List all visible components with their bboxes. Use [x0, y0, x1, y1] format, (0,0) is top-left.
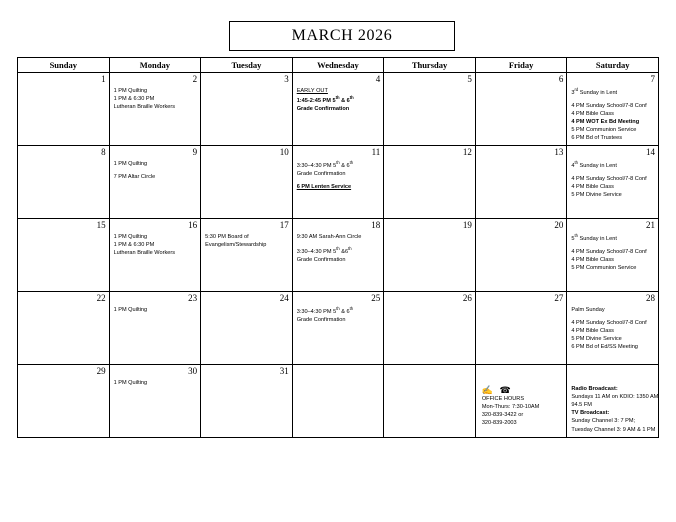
day-number: 8 [101, 147, 106, 157]
day-number: 27 [554, 293, 564, 303]
day-events [293, 146, 384, 193]
day-number: 24 [279, 293, 289, 303]
day-events [201, 219, 292, 251]
day-number: 29 [96, 366, 106, 376]
day-number: 15 [96, 220, 106, 230]
day-number: 7 [650, 74, 655, 84]
event-text: 4 PM Bible Class [571, 111, 614, 118]
day-events [110, 73, 201, 113]
day-events [384, 73, 475, 89]
event-text: 5 PM Divine Service [571, 336, 622, 343]
weekday-header-saturday: Saturday [567, 58, 659, 73]
event-text: 4 PM Bible Class [571, 184, 614, 191]
weekday-header-thursday: Thursday [384, 58, 476, 73]
month-title-box [229, 21, 455, 51]
day-events [201, 292, 292, 308]
calendar-day-cell[interactable] [292, 365, 384, 438]
page-title: MARCH 2026 [291, 27, 393, 44]
calendar-day-cell[interactable] [201, 146, 293, 219]
day-events [476, 146, 567, 162]
day-events [110, 292, 201, 316]
event-text: 3:30–4:30 PM 5th &6th [296, 246, 352, 255]
event-text: 5th Sunday in Lent [571, 233, 617, 242]
day-events [18, 146, 109, 162]
calendar-day-cell[interactable] [567, 73, 659, 146]
calendar-day-cell[interactable] [567, 219, 659, 292]
event-text: Lutheran Braille Workers [113, 250, 176, 257]
day-events [384, 292, 475, 308]
day-events [476, 73, 567, 89]
calendar-day-cell[interactable] [18, 146, 110, 219]
day-events [567, 365, 658, 381]
event-text: 7 PM Altar Circle [113, 174, 156, 181]
day-number: 18 [371, 220, 381, 230]
event-text: 1 PM Quilting [113, 88, 148, 94]
calendar-week-row [18, 365, 659, 438]
calendar-day-cell[interactable] [18, 219, 110, 292]
day-events [567, 73, 658, 145]
day-number: 22 [96, 293, 106, 303]
broadcast-block [567, 381, 658, 436]
calendar-day-cell[interactable] [201, 73, 293, 146]
day-number: 31 [279, 366, 289, 376]
event-text: 5 PM Communion Service [571, 265, 637, 272]
event-text: Grade Confirmation [296, 170, 346, 177]
day-number: 9 [192, 147, 198, 157]
event-text: 6 PM Bd of Trustees [571, 135, 623, 142]
broadcast-line: Tuesday Channel 3: 9 AM & 1 PM [571, 426, 656, 433]
event-text: 5 PM Divine Service [571, 192, 622, 199]
day-events [18, 73, 109, 89]
calendar-body [18, 73, 659, 438]
calendar-day-cell[interactable] [292, 146, 384, 219]
event-text: 3rd Sunday in Lent [571, 87, 618, 96]
event-text: 1:45-2:45 PM 5th & 6th [296, 95, 354, 104]
calendar-day-cell[interactable] [384, 146, 476, 219]
calendar-day-cell[interactable] [292, 73, 384, 146]
broadcast-line: 94.5 FM [571, 402, 592, 409]
calendar-day-cell[interactable] [201, 219, 293, 292]
event-text: Palm Sunday [571, 307, 605, 313]
event-text: 4 PM Bible Class [571, 257, 614, 264]
day-events [110, 219, 201, 259]
day-events [201, 146, 292, 162]
calendar-week-row [18, 219, 659, 292]
calendar-week-row [18, 73, 659, 146]
event-text: 6 PM Bd of Ed/SS Meeting [571, 344, 638, 351]
weekday-header-tuesday: Tuesday [201, 58, 293, 73]
day-events [293, 219, 384, 266]
event-text: 3:30–4:30 PM 5th & 6th [296, 160, 354, 169]
weekday-header-wednesday: Wednesday [292, 58, 384, 73]
weekday-header-friday: Friday [475, 58, 567, 73]
day-number: 6 [558, 74, 564, 84]
event-text: 3:30–4:30 PM 5th & 6th [296, 306, 354, 315]
calendar-day-cell[interactable] [109, 292, 201, 365]
event-text: Grade Confirmation [296, 316, 346, 323]
calendar-day-cell[interactable] [475, 365, 567, 438]
day-number: 11 [371, 147, 381, 157]
day-events [18, 365, 109, 381]
event-text: 4 PM Sunday School/7-8 Conf [571, 320, 647, 327]
calendar-day-cell[interactable] [18, 292, 110, 365]
calendar-day-cell[interactable] [567, 146, 659, 219]
calendar-day-cell[interactable] [567, 292, 659, 365]
day-number: 28 [646, 293, 655, 303]
day-number: 3 [284, 74, 289, 84]
day-number: 1 [101, 74, 106, 84]
day-number: 4 [375, 74, 381, 84]
calendar-day-cell[interactable] [475, 292, 567, 365]
day-number: 23 [188, 293, 198, 303]
weekday-header-sunday: Sunday [18, 58, 110, 73]
calendar-day-cell[interactable] [201, 365, 293, 438]
day-number: 16 [188, 220, 198, 230]
event-text: 6 PM Lenten Service [296, 184, 352, 191]
event-text: 5 PM Communion Service [571, 127, 637, 134]
day-number: 30 [188, 366, 198, 376]
event-text: 5:30 PM Board of [205, 234, 249, 240]
event-text: 4th Sunday in Lent [571, 160, 617, 169]
day-events [476, 292, 567, 308]
office-hours-line: OFFICE HOURS [481, 396, 525, 402]
event-text: 1 PM Quilting [113, 307, 148, 313]
day-events [110, 365, 201, 389]
event-text: 9:30 AM Sarah-Ann Circle [296, 234, 362, 240]
event-text: EARLY OUT [296, 88, 328, 94]
calendar-day-cell[interactable] [18, 365, 110, 438]
event-text: 4 PM Sunday School/7-8 Conf [571, 248, 647, 255]
day-number: 14 [646, 147, 655, 157]
calendar-day-cell[interactable] [475, 219, 567, 292]
office-hours-line: 320-839-3422 or [481, 412, 524, 419]
day-number: 5 [467, 74, 472, 84]
phone-icon: ✍ ☎ [481, 385, 513, 395]
calendar-day-cell[interactable] [109, 146, 201, 219]
office-hours-block [476, 381, 567, 429]
broadcast-line: TV Broadcast: [571, 410, 610, 417]
event-text: Grade Confirmation [296, 257, 346, 264]
day-number: 2 [192, 74, 198, 84]
day-events [384, 146, 475, 162]
event-text: 1 PM & 6:30 PM [113, 242, 155, 249]
calendar-week-row [18, 292, 659, 365]
day-events [201, 73, 292, 89]
event-text: 4 PM Bible Class [571, 328, 614, 335]
day-number: 17 [279, 220, 289, 230]
office-hours-line: Mon-Thurs: 7:30-10AM [481, 404, 540, 411]
day-events [567, 146, 658, 201]
event-text: 4 PM Sunday School/7-8 Conf [571, 102, 647, 109]
event-text: 1 PM & 6:30 PM [113, 96, 155, 103]
day-events [567, 292, 658, 354]
calendar-day-cell[interactable] [292, 292, 384, 365]
broadcast-line: Sunday Channel 3: 7 PM; [571, 418, 636, 425]
calendar-day-cell[interactable] [292, 219, 384, 292]
calendar-day-cell[interactable] [384, 292, 476, 365]
weekday-header-monday: Monday [109, 58, 201, 73]
calendar-week-row [18, 146, 659, 219]
day-events [110, 146, 201, 183]
broadcast-line: Sundays 11 AM on KDIO: 1350 AM [571, 394, 659, 401]
calendar-day-cell[interactable] [384, 219, 476, 292]
day-number: 25 [371, 293, 381, 303]
day-number: 26 [462, 293, 472, 303]
calendar-table [17, 57, 659, 438]
event-text: 4 PM Sunday School/7-8 Conf [571, 175, 647, 182]
day-events [293, 365, 384, 381]
calendar-day-cell[interactable] [109, 365, 201, 438]
day-events [384, 365, 475, 381]
event-text: 1 PM Quilting [113, 161, 148, 167]
event-text: Lutheran Braille Workers [113, 104, 176, 111]
day-events [293, 292, 384, 326]
day-events [384, 219, 475, 235]
event-text: Grade Confirmation [296, 106, 350, 113]
event-text: 4 PM WOT Ex Bd Meeting [571, 119, 640, 126]
day-number: 20 [554, 220, 564, 230]
calendar-day-cell[interactable] [384, 365, 476, 438]
broadcast-line: Radio Broadcast: [571, 386, 618, 392]
calendar-day-cell[interactable] [109, 73, 201, 146]
day-number: 13 [554, 147, 564, 157]
event-text: 1 PM Quilting [113, 380, 148, 386]
day-events [201, 365, 292, 381]
day-events [567, 219, 658, 274]
calendar-day-cell[interactable] [18, 73, 110, 146]
day-number: 12 [462, 147, 472, 157]
event-text: 1 PM Quilting [113, 234, 148, 240]
office-hours-line: 320-839-2003 [481, 420, 517, 427]
calendar-day-cell[interactable] [475, 73, 567, 146]
calendar-day-cell[interactable] [384, 73, 476, 146]
day-events [18, 292, 109, 308]
calendar-day-cell[interactable] [567, 365, 659, 438]
day-number: 19 [462, 220, 472, 230]
weekday-header-row [18, 58, 659, 73]
event-text: Evangelism/Stewardship [205, 242, 267, 249]
day-events [476, 365, 567, 381]
day-events [293, 73, 384, 115]
calendar-day-cell[interactable] [475, 146, 567, 219]
calendar-day-cell[interactable] [201, 292, 293, 365]
calendar-day-cell[interactable] [109, 219, 201, 292]
day-events [476, 219, 567, 235]
day-events [18, 219, 109, 235]
day-number: 21 [646, 220, 655, 230]
day-number: 10 [279, 147, 289, 157]
